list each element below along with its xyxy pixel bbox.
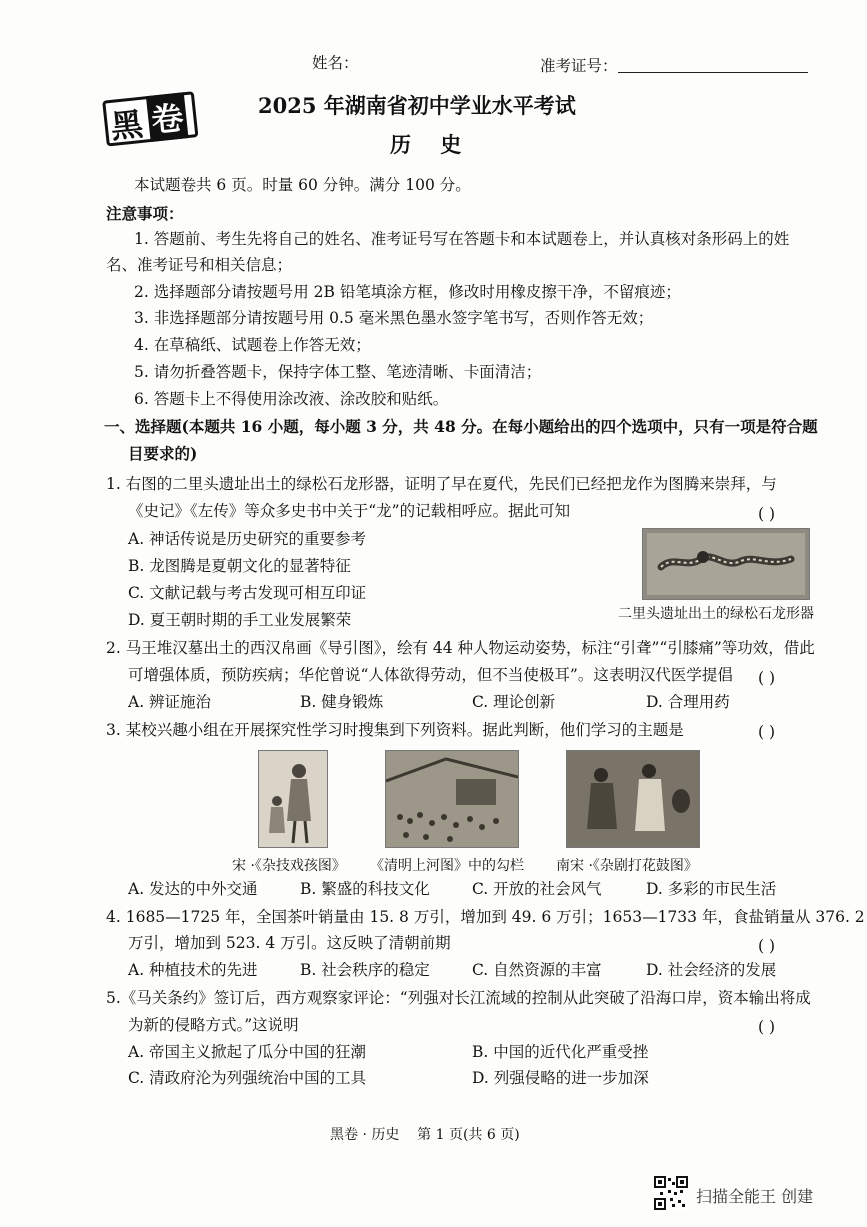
q1-image-caption: 二里头遗址出土的绿松石龙形器 bbox=[618, 606, 814, 622]
notice-item-1: 1. 答题前、考生先将自己的姓名、准考证号写在答题卡和本试题卷上，并认真核对条形码上的姓 bbox=[134, 230, 790, 248]
q2-stem-cont: 可增强体质，预防疾病；华佗曾说“人体欲得劳动，但不当使极耳”。这表明汉代医学提倡 bbox=[128, 666, 733, 684]
q4-option-c: C. 自然资源的丰富 bbox=[472, 961, 602, 979]
turquoise-dragon-image bbox=[642, 528, 810, 600]
subject-title: 历 史 bbox=[390, 132, 462, 157]
notice-item-1-cont: 名、准考证号和相关信息； bbox=[106, 256, 293, 274]
q4-option-a: A. 种植技术的先进 bbox=[128, 961, 258, 979]
q2-option-b: B. 健身锻炼 bbox=[300, 693, 384, 711]
q2-option-c: C. 理论创新 bbox=[472, 693, 556, 711]
q1-option-c: C. 文献记载与考古发现可相互印证 bbox=[128, 584, 367, 602]
name-label: 姓名： bbox=[312, 54, 359, 72]
q5-option-a: A. 帝国主义掀起了瓜分中国的狂潮 bbox=[128, 1043, 367, 1061]
notice-item-3: 3. 非选择题部分请按题号用 0.5 毫米黑色墨水签字笔书写，否则作答无效； bbox=[134, 309, 654, 327]
q2-stem: 2. 马王堆汉墓出土的西汉帛画《导引图》，绘有 44 种人物运动姿势，标注“引聋”“引膝痛”等功效，借此 bbox=[106, 639, 815, 657]
q4-option-d: D. 社会经济的发展 bbox=[646, 961, 777, 979]
notice-item-6: 6. 答题卡上不得使用涂改液、涂改胶和贴纸。 bbox=[134, 390, 449, 408]
q3-answer-paren: ( ) bbox=[758, 723, 776, 741]
exam-id-blank bbox=[618, 56, 808, 73]
q5-option-c: C. 清政府沦为列强统治中国的工具 bbox=[128, 1069, 367, 1087]
q3-option-b: B. 繁盛的科技文化 bbox=[300, 880, 430, 898]
q2-answer-paren: ( ) bbox=[758, 669, 776, 687]
section-1-heading-cont: 目要求的) bbox=[128, 444, 198, 463]
q1-stem-cont: 《史记》《左传》等众多史书中关于“龙”的记载相呼应。据此可知 bbox=[128, 502, 571, 520]
page-footer: 黑卷 · 历史 第 1 页(共 6 页) bbox=[330, 1127, 520, 1143]
q4-stem-cont: 万引，增加到 523. 4 万引。这反映了清朝前期 bbox=[128, 934, 451, 952]
intro-text: 本试题卷共 6 页。时量 60 分钟。满分 100 分。 bbox=[134, 176, 471, 194]
qr-code-icon bbox=[654, 1176, 688, 1210]
q3-caption-1: 宋 ·《杂技戏孩图》 bbox=[232, 858, 346, 874]
black-paper-stamp: 黑 卷 bbox=[102, 87, 197, 144]
q4-answer-paren: ( ) bbox=[758, 937, 776, 955]
q1-option-a: A. 神话传说是历史研究的重要参考 bbox=[128, 530, 367, 548]
q1-stem: 1. 右图的二里头遗址出土的绿松石龙形器，证明了早在夏代，先民们已经把龙作为图腾来崇拜，与 bbox=[106, 475, 777, 493]
q3-option-d: D. 多彩的市民生活 bbox=[646, 880, 777, 898]
notice-item-2: 2. 选择题部分请按题号用 2B 铅笔填涂方框，修改时用橡皮擦干净，不留痕迹； bbox=[134, 283, 681, 301]
q1-option-d: D. 夏王朝时期的手工业发展繁荣 bbox=[128, 611, 352, 629]
exam-id-label: 准考证号： bbox=[540, 56, 808, 75]
notice-item-5: 5. 请勿折叠答题卡，保持字体工整、笔迹清晰、卡面清洁； bbox=[134, 363, 542, 381]
drum-play-painting bbox=[566, 750, 700, 848]
q2-option-a: A. 辨证施治 bbox=[128, 693, 212, 711]
q3-stem: 3. 某校兴趣小组在开展探究性学习时搜集到下列资料。据此判断，他们学习的主题是 bbox=[106, 721, 684, 739]
q4-stem: 4. 1685—1725 年，全国茶叶销量由 15. 8 万引，增加到 49. 6 万引；1653—1733 年，食盐销量从 376. 2 bbox=[106, 908, 865, 926]
notice-item-4: 4. 在草稿纸、试题卷上作答无效； bbox=[134, 336, 371, 354]
q4-option-b: B. 社会秩序的稳定 bbox=[300, 961, 430, 979]
q2-option-d: D. 合理用药 bbox=[646, 693, 730, 711]
acrobat-children-painting bbox=[258, 750, 328, 848]
notice-heading: 注意事项： bbox=[106, 204, 184, 223]
q5-option-b: B. 中国的近代化严重受挫 bbox=[472, 1043, 649, 1061]
scanner-watermark: 扫描全能王 创建 bbox=[696, 1187, 814, 1206]
q5-answer-paren: ( ) bbox=[758, 1018, 776, 1036]
q5-option-d: D. 列强侵略的进一步加深 bbox=[472, 1069, 649, 1087]
qingming-scroll-image bbox=[385, 750, 519, 848]
exam-title: 2025 年湖南省初中学业水平考试 bbox=[258, 93, 576, 118]
q1-option-b: B. 龙图腾是夏朝文化的显著特征 bbox=[128, 557, 351, 575]
q5-stem-cont: 为新的侵略方式。”这说明 bbox=[128, 1016, 299, 1034]
q1-answer-paren: ( ) bbox=[758, 505, 776, 523]
q3-caption-2: 《清明上河图》中的勾栏 bbox=[370, 858, 524, 874]
q3-option-a: A. 发达的中外交通 bbox=[128, 880, 258, 898]
q5-stem: 5.《马关条约》签订后，西方观察家评论：“列强对长江流域的控制从此突破了沿海口岸，资本输出将成 bbox=[106, 989, 811, 1007]
q3-caption-3: 南宋 ·《杂剧打花鼓图》 bbox=[556, 858, 698, 874]
q3-option-c: C. 开放的社会风气 bbox=[472, 880, 602, 898]
section-1-heading: 一、选择题(本题共 16 小题，每小题 3 分，共 48 分。在每小题给出的四个选项中，只有一项是符合题 bbox=[104, 417, 818, 436]
